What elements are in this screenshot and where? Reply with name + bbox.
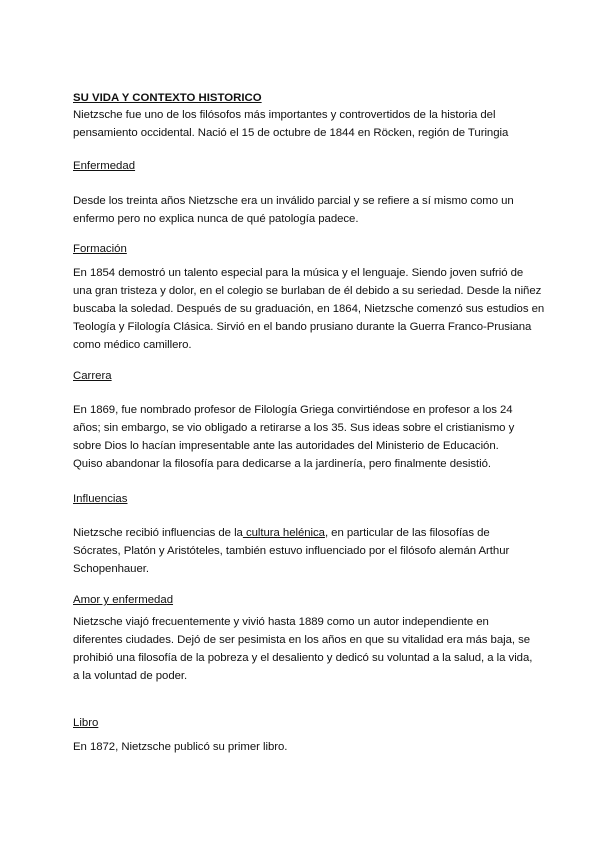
section-body-influencias [73,524,543,578]
paragraph-line: a la voluntad de poder. [73,670,188,682]
paragraph-line: como médico camillero. [73,339,192,351]
paragraph-line: Sócrates, Platón y Aristóteles, también estuvo influenciado por el filósofo alemán Arthur [73,545,510,557]
influencias-text-post: , en particular de las filosofías de [324,527,490,539]
section-body-libro [73,738,543,756]
paragraph-line: Quiso abandonar la filosofía para dedicarse a la jardinería, pero finalmente desistió. [73,458,492,470]
section-heading-carrera: Carrera [73,370,112,382]
paragraph-line: buscaba la soledad. Después de su graduación, en 1864, Nietzsche comenzó sus estudios en [73,303,545,315]
document-title: SU VIDA Y CONTEXTO HISTORICO [73,92,262,104]
paragraph-line: Nietzsche viajó frecuentemente y vivió hasta 1889 como un autor independiente en [73,616,489,628]
paragraph-line: prohibió una filosofía de la pobreza y el desaliento y dedicó su voluntad a la salud, a la vida, [73,652,533,664]
paragraph-line: enfermo pero no explica nunca de qué patología padece. [73,213,359,225]
paragraph-line: En 1869, fue nombrado profesor de Filología Griega convirtiéndose en profesor a los 24 [73,404,513,416]
paragraph-line: Desde los treinta años Nietzsche era un inválido parcial y se refiere a sí mismo como un [73,195,514,207]
paragraph-line: una gran tristeza y dolor, en el colegio se burlaban de él debido a su seriedad. Desde la niñez [73,285,542,297]
paragraph-line [73,524,543,542]
section-body-formacion [73,264,543,354]
section-body-enfermedad [73,192,543,228]
paragraph-line: diferentes ciudades. Dejó de ser pesimista en los años en que su vitalidad era más baja, se [73,634,531,646]
cultura-helenica-link[interactable]: cultura helénica [242,527,325,539]
intro-line: pensamiento occidental. Nació el 15 de octubre de 1844 en Röcken, región de Turingia [73,127,509,139]
section-heading-enfermedad: Enfermedad [73,160,136,172]
intro-line: Nietzsche fue uno de los filósofos más importantes y controvertidos de la historia del [73,109,496,121]
section-body-carrera [73,401,543,473]
section-heading-amor-y-enfermedad: Amor y enfermedad [73,594,174,606]
paragraph-line: Schopenhauer. [73,563,149,575]
section-heading-formacion: Formación [73,243,127,255]
influencias-text-pre: Nietzsche recibió influencias de la [73,527,243,539]
paragraph-line: Teología y Filología Clásica. Sirvió en el bando prusiano durante la Guerra Franco-Prusiana [73,321,532,333]
paragraph-line: En 1854 demostró un talento especial para la música y el lenguaje. Siendo joven sufrió de [73,267,524,279]
paragraph-line: sobre Dios lo hacían impresentable ante las autoridades del Ministerio de Educación. [73,440,499,452]
paragraph-line: años; sin embargo, se vio obligado a retirarse a los 35. Sus ideas sobre el cristianismo y [73,422,515,434]
section-body-amor-y-enfermedad [73,613,543,685]
intro-paragraph [73,106,543,142]
section-heading-influencias: Influencias [73,493,128,505]
paragraph-line: En 1872, Nietzsche publicó su primer libro. [73,741,288,753]
section-heading-libro: Libro [73,717,99,729]
